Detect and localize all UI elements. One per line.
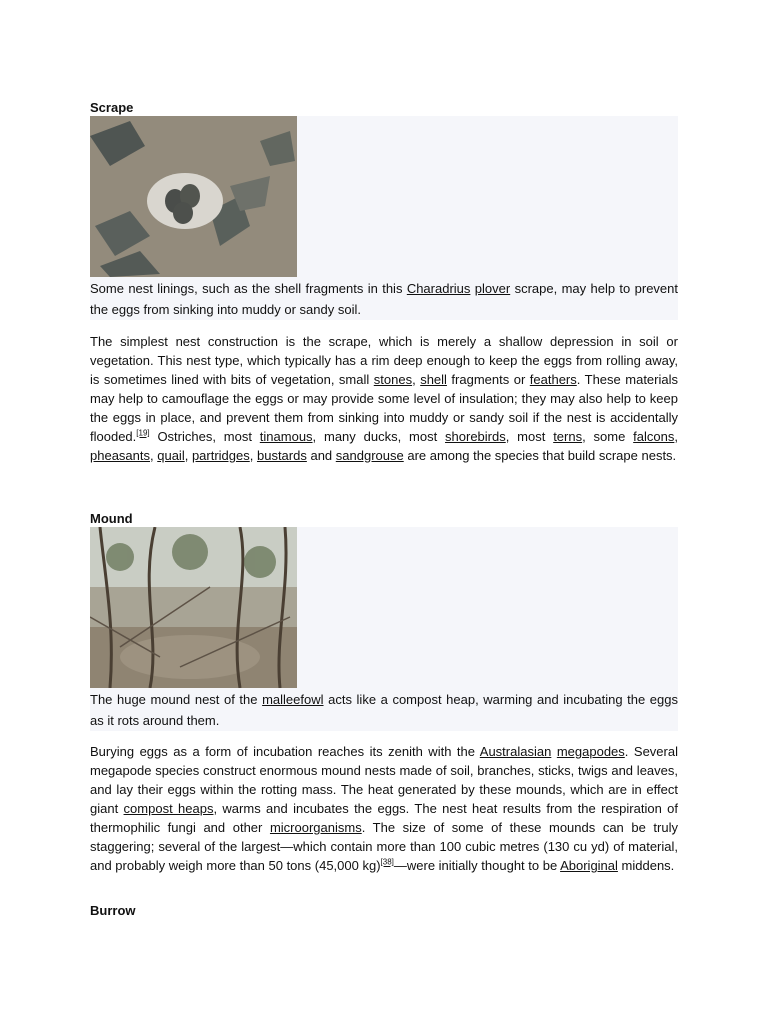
link-shell[interactable]: shell [420, 372, 447, 387]
burrow-heading: Burrow [90, 903, 136, 918]
link-quail[interactable]: quail [157, 448, 185, 463]
para-text: , [249, 448, 257, 463]
link-feathers[interactable]: feathers [529, 372, 577, 387]
malleefowl-mound-photo [90, 527, 297, 688]
mound-heading: Mound [90, 511, 133, 526]
scrape-figure [90, 116, 678, 320]
para-text: , warms and incubates the eggs. The nest heat results from the respiration of thermophilic fungi and other [90, 801, 678, 835]
para-text: , [150, 448, 158, 463]
para-text: , [674, 429, 678, 444]
para-text: , many ducks, most [312, 429, 446, 444]
plover-scrape-photo [90, 116, 297, 277]
para-text: . The size of some of these mounds can be truly staggering; several of the largest—which contain more than 100 cubic metres (130 cu yd) of material, and probably weigh more than 50 tons (45,000 kg) [90, 820, 678, 873]
para-text: . Several megapode species construct enormous mound nests made of soil, branches, sticks, twigs and leaves, and lay their eggs within the rotting mass. The heat generated by these mounds, which are in effect giant [90, 744, 678, 816]
para-text: are among the species that build scrape nests. [403, 448, 677, 463]
link-sandgrouse[interactable]: sandgrouse [335, 448, 404, 463]
mound-caption [90, 688, 678, 731]
link-aboriginal[interactable]: Aboriginal [560, 858, 618, 873]
para-text: Ostriches, most [149, 429, 260, 444]
mound-paragraph [90, 742, 678, 875]
link-compost-heaps[interactable]: compost heaps [123, 801, 214, 816]
caption-text: The huge mound nest of the [90, 692, 263, 707]
para-text: Burying eggs as a form of incubation reaches its zenith with the [90, 744, 480, 759]
link-terns[interactable]: terns [553, 429, 583, 444]
para-text: —were initially thought to be [393, 858, 561, 873]
link-shorebirds[interactable]: shorebirds [445, 429, 506, 444]
scrape-caption [90, 277, 678, 320]
caption-text: acts like a compost heap, warming and incubating the eggs as it rots around them. [90, 692, 678, 728]
link-falcons[interactable]: falcons [633, 429, 675, 444]
ref-19[interactable]: [19] [136, 428, 150, 438]
link-pheasants[interactable]: pheasants [90, 448, 150, 463]
link-bustards[interactable]: bustards [256, 448, 307, 463]
link-plover[interactable]: plover [474, 281, 511, 296]
ref-38[interactable]: [38] [380, 857, 394, 867]
para-text: middens. [617, 858, 675, 873]
para-text: , most [505, 429, 554, 444]
para-text: . These materials may help to camouflage the eggs or may provide some level of insulation; they may also help to keep the eggs in place, and prevent them from sinking into muddy or sandy soil if the nest is accidentally flooded. [90, 372, 678, 444]
link-partridges[interactable]: partridges [191, 448, 250, 463]
para-text: fragments or [446, 372, 530, 387]
caption-text: Some nest linings, such as the shell fragments in this [90, 281, 407, 296]
para-text: , some [582, 429, 634, 444]
scrape-paragraph [90, 332, 678, 465]
link-microorganisms[interactable]: microorganisms [269, 820, 362, 835]
scrape-heading: Scrape [90, 100, 134, 115]
para-text: The simplest nest construction is the scrape, which is merely a shallow depression in soil or vegetation. This nest type, which typically has a rim deep enough to keep the eggs from rolling away, is sometimes lined with bits of vegetation, small [90, 334, 678, 387]
link-tinamous[interactable]: tinamous [259, 429, 313, 444]
para-text: and [306, 448, 336, 463]
link-stones[interactable]: stones [373, 372, 413, 387]
link-megapodes[interactable]: megapodes [556, 744, 625, 759]
link-australasian[interactable]: Australasian [479, 744, 552, 759]
link-charadrius[interactable]: Charadrius [406, 281, 471, 296]
link-malleefowl[interactable]: malleefowl [262, 692, 324, 707]
para-text: , [184, 448, 192, 463]
para-text: , [412, 372, 421, 387]
mound-figure [90, 527, 678, 731]
caption-text: scrape, may help to prevent the eggs from sinking into muddy or sandy soil. [90, 281, 679, 317]
